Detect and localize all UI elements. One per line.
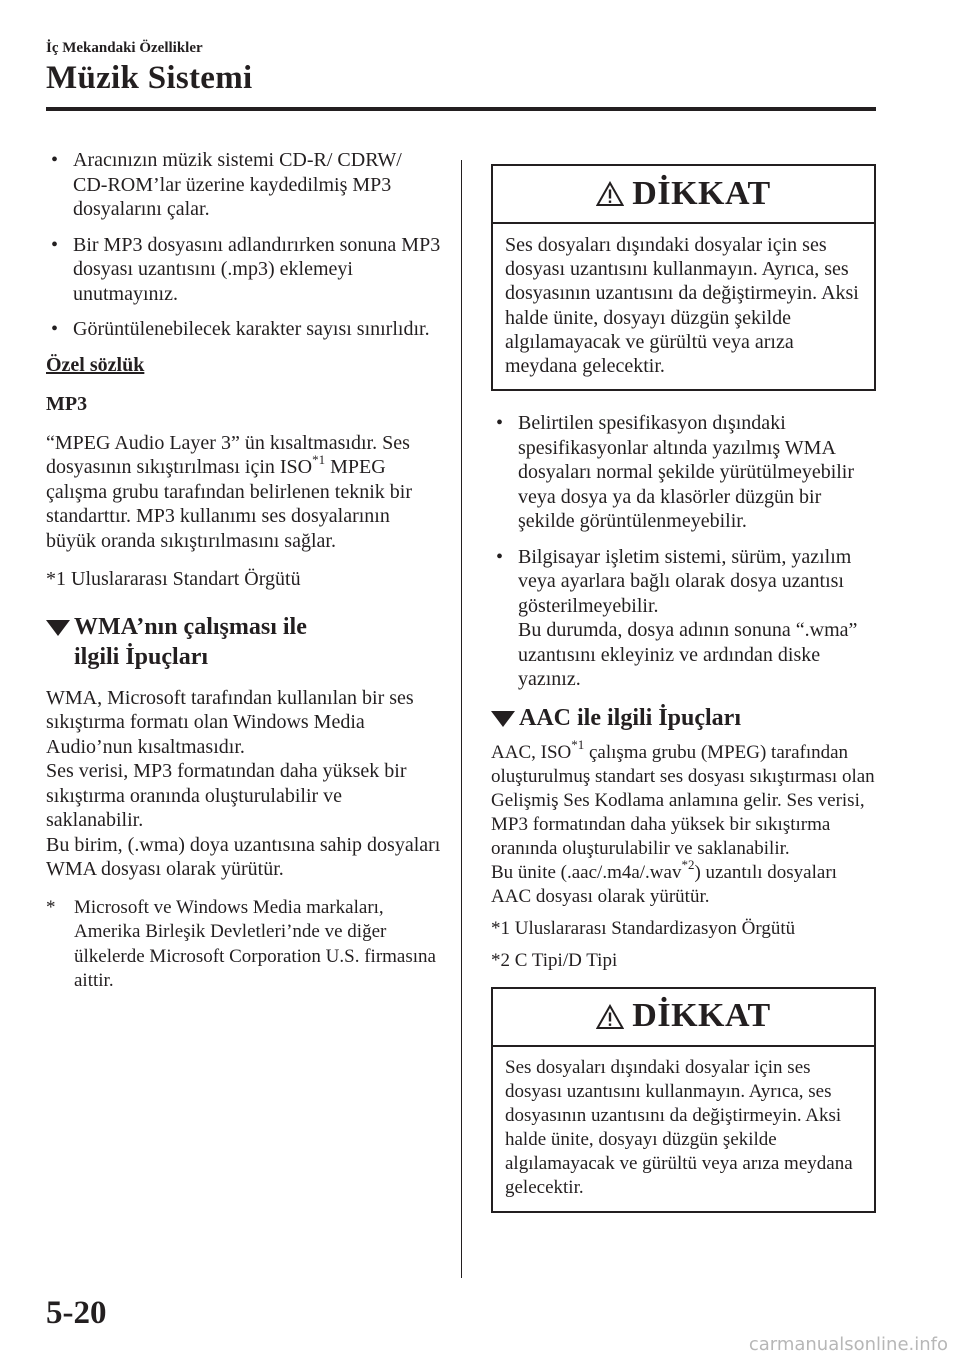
footnote: *2 C Tipi/D Tipi <box>491 949 618 971</box>
page-title: Müzik Sistemi <box>46 60 253 96</box>
page-number: 5-20 <box>46 1295 107 1331</box>
right-column <box>491 164 876 1213</box>
bullet-item: • Bilgisayar işletim sistemi, sürüm, yazılım veya ayarlara bağlı olarak dosya uzantısı gösterilmeyebilir. Bu durumda, dosya adının sonuna “.wma” uzantısını ekleyiniz ve ardından diske yazınız. <box>496 545 858 691</box>
glossary-definition: “MPEG Audio Layer 3” ün kısaltmasıdır. Ses dosyasının sıkıştırılması için ISO$^{*1}$ MPEG çalışma grubu tarafından belirlenen teknik bir standarttır. MP3 kullanımı ses dosyalarının büyük oranda sıkıştırılmasını sağlar. <box>46 431 412 552</box>
glossary-term: MP3 <box>46 393 88 415</box>
footnote: *1 Uluslararası Standart Örgütü <box>46 568 301 590</box>
bullet-dot: • <box>51 233 59 256</box>
glossary-heading: Özel sözlük <box>46 353 145 376</box>
bullet-dot: • <box>51 318 59 340</box>
watermark: carmanualsonline.info <box>748 1334 948 1355</box>
bullet-item: • Aracınızın müzik sistemi CD-R/ CDRW/ CD-ROM’lar üzerine kaydedilmiş MP3 dosyalarını çalar. <box>51 149 402 220</box>
caution-header <box>493 166 874 222</box>
column-divider <box>461 160 462 1278</box>
caution-box <box>491 164 876 391</box>
wma-paragraph: Ses verisi, MP3 formatından daha yüksek bir sıkıştırma oranında oluşturulabilir ve saklanabilir. <box>46 760 407 831</box>
warning-triangle-icon <box>596 181 624 207</box>
wma-section-heading: WMA’nın çalışması ile ilgili İpuçları <box>46 612 441 672</box>
caution-text: Ses dosyaları dışındaki dosyalar için ses dosyası uzantısını kullanmayın. Ayrıca, ses dosyasının uzantısını da değiştirmeyin. Aksi halde ünite, dosyayı düzgün şekilde algılamayacak ve gürültü veya arıza meydana gelecektir. <box>493 1045 874 1211</box>
left-column <box>46 148 441 994</box>
caution-box <box>491 987 876 1213</box>
aac-section-heading: AAC ile ilgili İpuçları <box>491 703 876 733</box>
bullet-dot: • <box>496 412 504 435</box>
triangle-down-icon <box>46 620 70 636</box>
section-label: İç Mekandaki Özellikler <box>46 40 203 56</box>
bullet-item: • Görüntülenebilecek karakter sayısı sınırlıdır. <box>51 318 430 340</box>
bullet-item: • Belirtilen spesifikasyon dışındaki spesifikasyonlar altında yazılmış WMA dosyaları normal şekilde yürütülmeyebilir veya dosya ya da klasörler düzgün bir şekilde görüntülenmeyebilir. <box>496 412 855 533</box>
warning-triangle-icon <box>596 1004 624 1030</box>
bullet-item: • Bir MP3 dosyasını adlandırırken sonuna MP3 dosyası uzantısını (.mp3) eklemeyi unutmayınız. <box>51 233 441 305</box>
bullet-dot: • <box>51 149 59 171</box>
wma-paragraph: WMA, Microsoft tarafından kullanılan bir ses sıkıştırma formatı olan Windows Media Audio’nun kısaltmasıdır. <box>46 686 414 758</box>
caution-header <box>493 989 874 1045</box>
caution-text: Ses dosyaları dışındaki dosyalar için ses dosyası uzantısını kullanmayın. Ayrıca, ses dosyasının uzantısını da değiştirmeyin. Aksi halde ünite, dosyayı düzgün şekilde algılamayacak ve gürültü veya arıza meydana gelecektir. <box>493 222 874 389</box>
wma-footnote: * Microsoft ve Windows Media markaları, Amerika Birleşik Devletleri’nde ve diğer ülkelerde Microsoft Corporation U.S. firmasına aittir. <box>46 896 436 991</box>
aac-paragraph: Bu ünite (.aac/.m4a/.wav$^{*2}$) uzantılı dosyaları AAC dosyası olarak yürütür. <box>491 856 837 907</box>
bullet-dot: • <box>496 545 504 568</box>
aac-paragraph: AAC, ISO$^{*1}$ çalışma grubu (MPEG) tarafından oluşturulmuş standart ses dosyası sıkıştırması olan Gelişmiş Ses Kodlama anlamına gelir. Ses verisi, MP3 formatından daha yüksek bir sıkıştırma oranında oluşturulabilir ve saklanabilir. <box>491 736 875 859</box>
caution-title: DİKKAT <box>632 997 771 1035</box>
footnote: *1 Uluslararası Standardizasyon Örgütü <box>491 917 796 939</box>
caution-title: DİKKAT <box>632 174 771 212</box>
header-rule <box>46 107 876 111</box>
triangle-down-icon <box>491 711 515 727</box>
wma-paragraph: Bu birim, (.wma) doya uzantısına sahip dosyaları WMA dosyası olarak yürütür. <box>46 833 441 880</box>
